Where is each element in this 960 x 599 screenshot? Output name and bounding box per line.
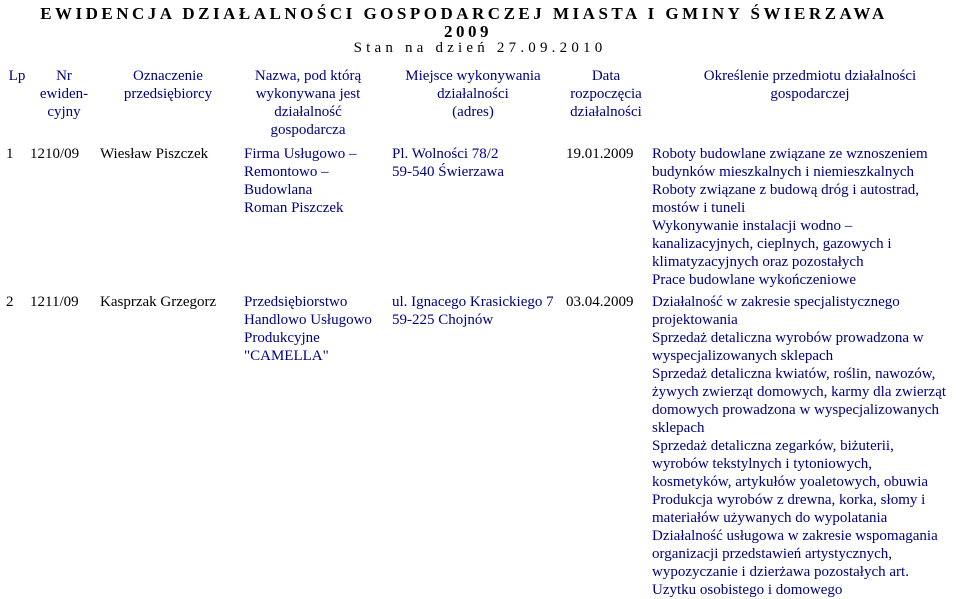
row1-oznaczenie: Wiesław Piszczek [100,146,209,162]
row2-nazwa-line: "CAMELLA" [244,348,329,364]
header-oznaczenie-line: przedsiębiorcy [123,86,213,102]
row1-nazwa-line: Budowlana [244,182,313,198]
header-data-line: rozpoczęcia [570,86,642,102]
row1-miejsce-line: Pl. Wolności 78/2 [392,146,499,162]
row2-okreslenie [652,293,957,599]
header-nazwa-line: działalność [274,104,342,120]
row1-okreslenie-line: budynków mieszkalnych i niemieszkalnych [652,164,915,180]
row2-nazwa-line: Przedsiębiorstwo [244,294,348,310]
row1-nr: 1210/09 [30,146,80,162]
row1-okreslenie-line: kanalizacyjnych, cieplnych, gazowych i [652,236,892,252]
row2-okreslenie-line: wyspecjalizowanych sklepach [652,348,834,364]
row1-nazwa-line: Firma Usługowo – [244,146,357,162]
row1-nazwa-line: Remontowo – [244,164,329,180]
header-okreslenie-line: Określenie przedmiotu działalności [703,68,917,84]
row2-okreslenie-line: materiałów używanych do wypolatania [652,510,888,526]
row2-okreslenie-line: organizacji przedstawień artystycznych, [652,546,893,562]
header-miejsce-line: (adres) [452,104,494,120]
header-data-line: Data [591,68,621,84]
row2-okreslenie-line: Sprzedaż detaliczna wyrobów prowadzona w [652,330,924,346]
row2-miejsce-line: 59-225 Chojnów [392,312,494,328]
row2-nr: 1211/09 [30,294,79,310]
row2-miejsce [392,293,562,329]
row1-data: 19.01.2009 [566,146,634,162]
row2-okreslenie-line: Uzytku osobistego i domowego [652,582,843,598]
row2-okreslenie-line: domowych prowadzona w wyspecjalizowanych [652,402,939,418]
row2-oznaczenie: Kasprzak Grzegorz [100,294,217,310]
row2-okreslenie-line: żywych zwierząt domowych, karmy dla zwierząt [652,384,947,400]
row2-lp: 2 [6,294,14,310]
row1-okreslenie-line: Roboty budowlane związane ze wznoszeniem [652,146,928,162]
row2-okreslenie-line: Produkcja wyrobów z drewna, korka, słomy i [652,492,926,508]
row2-okreslenie-line: Działalność w zakresie specjalistycznego [652,294,900,310]
row1-okreslenie [652,145,957,289]
header-lp: Lp [8,68,26,84]
header-nr-line: ewiden- [39,86,89,102]
row2-okreslenie-line: Sprzedaż detaliczna kwiatów, roślin, nawozów, [652,366,936,382]
header-okreslenie-line: gospodarczej [770,86,850,102]
header-oznaczenie [108,67,228,103]
row2-okreslenie-line: sklepach [652,420,705,436]
document-year: 2009 [444,22,492,41]
row2-okreslenie-line: kosmetyków, artykułów yoaletowych, obuwia [652,474,929,490]
document-date: Stan na dzień 27.09.2010 [353,40,607,56]
header-nr [38,67,90,121]
header-nazwa-line: Nazwa, pod którą [254,68,362,84]
row1-nazwa [244,145,384,217]
row2-nazwa [244,293,384,365]
row1-miejsce [392,145,562,181]
row1-okreslenie-line: mostów i tuneli [652,200,746,216]
row1-okreslenie-line: Prace budowlane wykończeniowe [652,272,857,288]
header-okreslenie [662,67,958,103]
row1-okreslenie-line: Wykonywanie instalacji wodno – [652,218,853,234]
row2-okreslenie-line: projektowania [652,312,738,328]
row1-nazwa-line: Roman Piszczek [244,200,344,216]
row2-nazwa-line: Produkcyjne [244,330,320,346]
header-miejsce-line: Miejsce wykonywania [405,68,541,84]
header-oznaczenie-line: Oznaczenie [133,68,203,84]
row2-okreslenie-line: Działalność usługowa w zakresie wspomagania [652,528,938,544]
row2-okreslenie-line: wypozyczanie i dzierżawa pozostałych art. [652,564,909,580]
row2-nazwa-line: Handlowo Usługowo [244,312,372,328]
row1-okreslenie-line: Roboty związane z budową dróg i autostrad, [652,182,920,198]
header-nazwa-line: gospodarcza [270,122,346,138]
header-nr-line: Nr [56,68,72,84]
row1-okreslenie-line: klimatyzacyjnych oraz pozostałych [652,254,864,270]
header-nazwa [238,67,378,139]
header-data-line: działalności [570,104,642,120]
header-data [558,67,654,121]
header-nazwa-line: wykonywana jest [255,86,361,102]
document-title: EWIDENCJA DZIAŁALNOŚCI GOSPODARCZEJ MIASTA I GMINY ŚWIERZAWA [40,4,888,23]
row1-lp: 1 [6,146,14,162]
header-nr-line: cyjny [47,104,81,120]
header-miejsce [393,67,553,121]
header-miejsce-line: działalności [437,86,509,102]
row2-data: 03.04.2009 [566,294,634,310]
row2-okreslenie-line: wyrobów tekstylnych i tytoniowych, [652,456,872,472]
row2-okreslenie-line: Sprzedaż detaliczna zegarków, biżuterii, [652,438,894,454]
row1-miejsce-line: 59-540 Świerzawa [392,164,505,180]
row2-miejsce-line: ul. Ignacego Krasickiego 7 [392,294,554,310]
